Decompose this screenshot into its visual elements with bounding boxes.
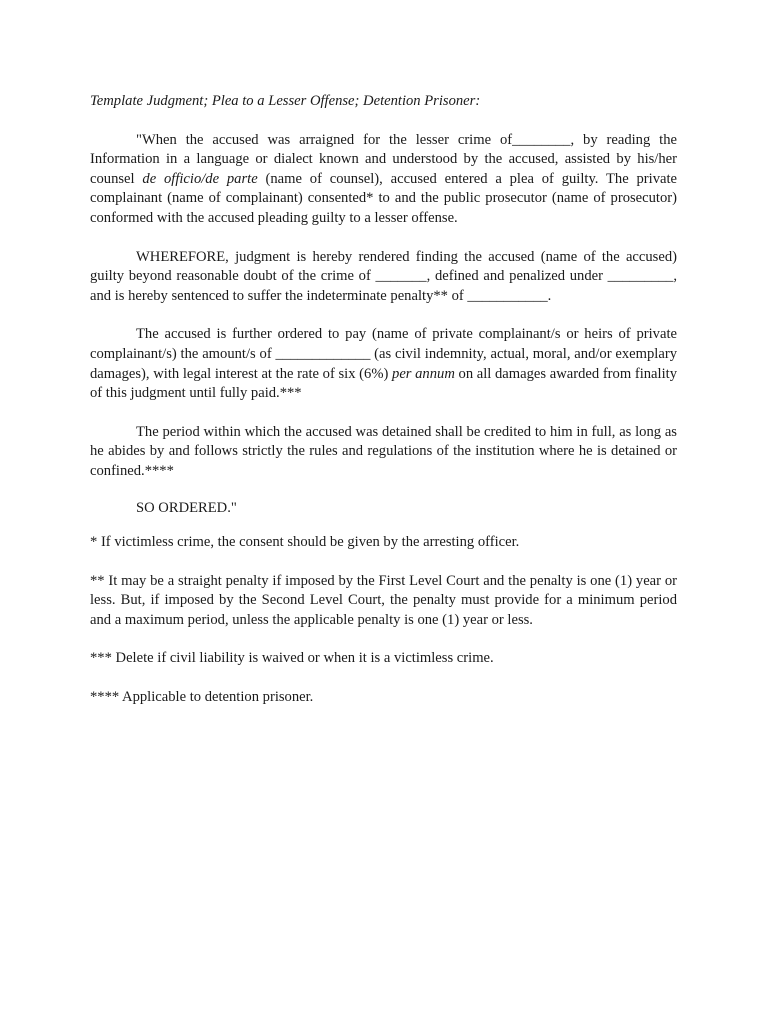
paragraph-arraignment-italic: de officio/de parte bbox=[142, 170, 258, 187]
paragraph-so-ordered: SO ORDERED." bbox=[136, 499, 237, 516]
paragraph-detention: The period within which the accused was detained shall be credited to him in full, as long as he abides by and follows strictly the rules and regulations of the institution where he is detained or confined.**** bbox=[90, 423, 677, 479]
paragraph-damages-text-a: The accused is further ordered to pay (name of private complainant/s or heirs of private complainant/s) the amount/s of _____________ (as civil indemnity, actual, moral, and/or exemplary damages), with legal interest at the rate of six (6%) bbox=[90, 326, 677, 382]
paragraph-damages-text-c: on all damages awarded from finality of this judgment until fully paid.*** bbox=[90, 365, 677, 402]
footnote-1: * If victimless crime, the consent should be given by the arresting officer. bbox=[90, 534, 520, 551]
paragraph-arraignment bbox=[90, 131, 677, 229]
document-page bbox=[90, 92, 677, 727]
footnote-3: *** Delete if civil liability is waived or when it is a victimless crime. bbox=[90, 650, 494, 667]
document-title: Template Judgment; Plea to a Lesser Offense; Detention Prisoner: bbox=[90, 93, 481, 109]
paragraph-wherefore: WHEREFORE, judgment is hereby rendered finding the accused (name of the accused) guilty beyond reasonable doubt of the crime of _______, defined and penalized under _________, and is hereby sentenced to suffer the indeterminate penalty** of ___________. bbox=[90, 248, 677, 304]
footnote-4: **** Applicable to detention prisoner. bbox=[90, 689, 314, 706]
paragraph-arraignment-text-a: "When the accused was arraigned for the lesser crime of________, by reading the Information in a language or dialect known and understood by the accused, assisted by his/her counsel bbox=[90, 131, 677, 187]
paragraph-damages bbox=[90, 325, 677, 403]
footnote-2: ** It may be a straight penalty if imposed by the First Level Court and the penalty is one (1) year or less. But, if imposed by the Second Level Court, the penalty must provide for a minimum period and a maximum period, unless the applicable penalty is one (1) year or less. bbox=[90, 572, 677, 628]
paragraph-arraignment-text-c: (name of counsel), accused entered a plea of guilty. The private complainant (name of complainant) consented* to and the public prosecutor (name of prosecutor) conformed with the accused pleading guilty to a lesser offense. bbox=[90, 170, 677, 226]
paragraph-damages-italic: per annum bbox=[392, 365, 455, 382]
